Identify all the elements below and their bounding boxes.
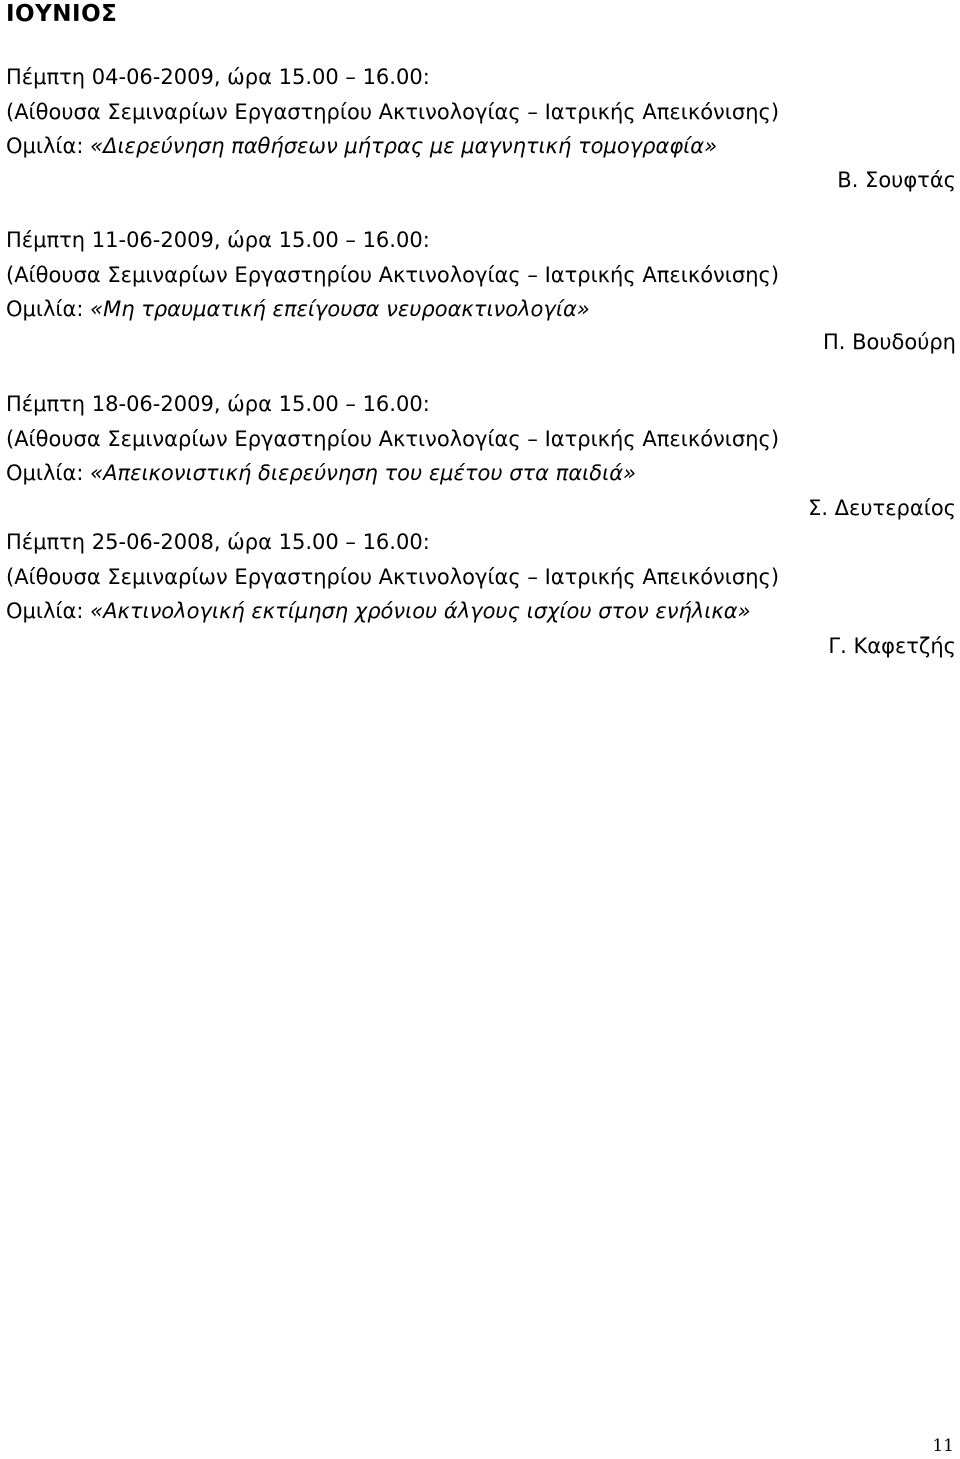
event-4-title: «Ακτινολογική εκτίμηση χρόνιου άλγους ισχίου στον ενήλικα» — [90, 599, 751, 623]
event-4-talk — [6, 597, 751, 625]
event-3-speaker: Σ. Δευτεραίος — [808, 496, 956, 520]
event-3-datetime: Πέμπτη 18-06-2009, ώρα 15.00 – 16.00: — [6, 392, 430, 416]
talk-label: Ομιλία: — [6, 461, 91, 485]
event-1-datetime: Πέμπτη 04-06-2009, ώρα 15.00 – 16.00: — [6, 65, 430, 89]
month-heading: ΙΟΥΝΙΟΣ — [6, 1, 118, 27]
talk-label: Ομιλία: — [6, 297, 91, 321]
event-3-venue: (Αίθουσα Σεμιναρίων Εργαστηρίου Ακτινολογίας – Ιατρικής Απεικόνισης) — [6, 427, 780, 451]
event-3-talk — [6, 459, 636, 487]
event-1-title: «Διερεύνηση παθήσεων μήτρας με μαγνητική τομογραφία» — [90, 134, 718, 158]
event-2-title: «Μη τραυματική επείγουσα νευροακτινολογία» — [90, 297, 590, 321]
event-2-talk — [6, 295, 590, 323]
event-2-speaker: Π. Βουδούρη — [822, 330, 956, 354]
event-4-datetime: Πέμπτη 25-06-2008, ώρα 15.00 – 16.00: — [6, 530, 430, 554]
event-1-venue: (Αίθουσα Σεμιναρίων Εργαστηρίου Ακτινολογίας – Ιατρικής Απεικόνισης) — [6, 100, 780, 124]
event-1-talk — [6, 132, 717, 160]
event-4-speaker: Γ. Καφετζής — [828, 634, 956, 658]
event-3-title: «Απεικονιστική διερεύνηση του εμέτου στα παιδιά» — [90, 461, 637, 485]
talk-label: Ομιλία: — [6, 134, 91, 158]
event-2-datetime: Πέμπτη 11-06-2009, ώρα 15.00 – 16.00: — [6, 228, 430, 252]
page-number: 11 — [932, 1436, 954, 1456]
event-4-venue: (Αίθουσα Σεμιναρίων Εργαστηρίου Ακτινολογίας – Ιατρικής Απεικόνισης) — [6, 565, 780, 589]
talk-label: Ομιλία: — [6, 599, 91, 623]
event-1-speaker: Β. Σουφτάς — [837, 168, 956, 192]
event-2-venue: (Αίθουσα Σεμιναρίων Εργαστηρίου Ακτινολογίας – Ιατρικής Απεικόνισης) — [6, 263, 780, 287]
